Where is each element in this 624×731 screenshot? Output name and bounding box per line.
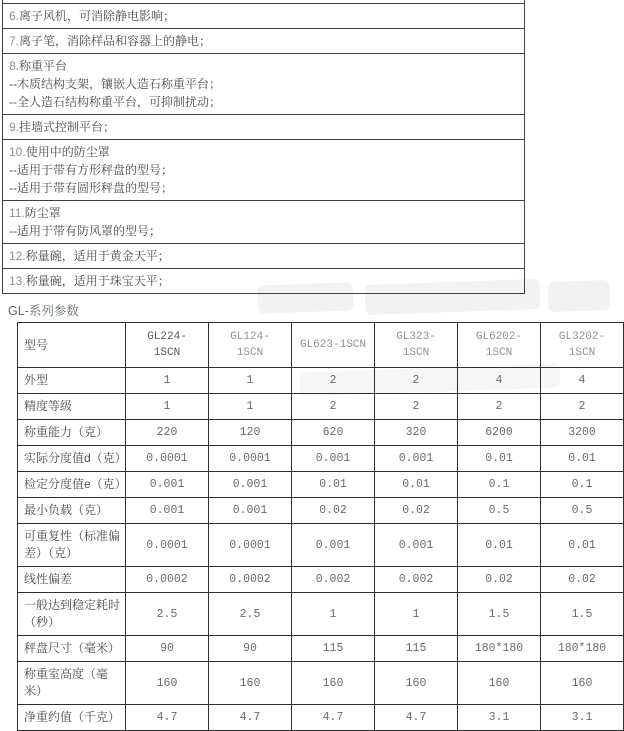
spec-cell: 4: [541, 368, 624, 394]
spec-cell: 160: [126, 662, 209, 705]
item-text: 离子风机，可消除静电影响；: [19, 9, 176, 23]
spec-row-label: 检定分度值e（克）: [18, 472, 126, 498]
spec-cell: 220: [126, 420, 209, 446]
spec-row: [18, 420, 624, 446]
spec-row: [18, 394, 624, 420]
item-number: 11.: [9, 206, 25, 220]
spec-cell: 3.1: [541, 705, 624, 731]
spec-cell: 0.002: [292, 567, 375, 593]
spec-cell: 160: [375, 662, 458, 705]
spec-cell: 0.001: [209, 472, 292, 498]
spec-cell: 0.0001: [209, 524, 292, 567]
list-item: [3, 28, 524, 53]
spec-cell: 0.0001: [209, 446, 292, 472]
item-text: --适用于带有圆形秤盘的型号；: [9, 181, 173, 195]
spec-cell: 2: [541, 394, 624, 420]
spec-row: [18, 524, 624, 567]
item-text: 称量碗，适用于珠宝天平；: [25, 274, 170, 288]
spec-cell: 160: [541, 662, 624, 705]
spec-cell: 6200: [458, 420, 541, 446]
watermark-blob: [547, 280, 610, 312]
spec-row: [18, 446, 624, 472]
list-item: [3, 53, 524, 114]
spec-cell: 3200: [541, 420, 624, 446]
spec-cell: 2: [375, 368, 458, 394]
accessory-list-table: [2, 0, 525, 294]
spec-cell: 115: [292, 636, 375, 662]
spec-cell: 160: [292, 662, 375, 705]
spec-cell: 115: [375, 636, 458, 662]
item-number: 10.: [9, 145, 26, 159]
spec-row-label: 精度等级: [18, 394, 126, 420]
spec-cell: 0.002: [375, 567, 458, 593]
spec-cell: 320: [375, 420, 458, 446]
spec-cell: 0.02: [541, 567, 624, 593]
spec-table: [17, 322, 624, 731]
item-text: 使用中的防尘罩: [25, 145, 110, 159]
spec-cell: 0.001: [292, 446, 375, 472]
spec-cell: 620: [292, 420, 375, 446]
item-text: --全人造石结构称重平台，可抑制扰动；: [9, 95, 221, 109]
item-number: 12.: [9, 249, 26, 263]
spec-cell: 2: [292, 368, 375, 394]
spec-cell: 0.001: [126, 472, 209, 498]
spec-cell: 0.5: [458, 498, 541, 524]
spec-header-row: [18, 323, 624, 368]
list-item: [3, 3, 524, 28]
spec-cell: 1: [209, 368, 292, 394]
item-text: --适用于带有防风罩的型号；: [9, 224, 161, 238]
spec-model-name: GL124- 1SCN: [209, 323, 292, 368]
spec-cell: 1: [209, 394, 292, 420]
item-number: 13.: [9, 274, 26, 288]
spec-model-name: GL6202- 1SCN: [458, 323, 541, 368]
spec-cell: 0.5: [541, 498, 624, 524]
spec-row: [18, 368, 624, 394]
spec-cell: 1: [126, 394, 209, 420]
spec-cell: 0.1: [541, 472, 624, 498]
spec-row: [18, 636, 624, 662]
spec-cell: 2.5: [126, 593, 209, 636]
spec-cell: 1.5: [458, 593, 541, 636]
spec-row: [18, 662, 624, 705]
item-number: 8.: [9, 59, 20, 73]
spec-row: [18, 472, 624, 498]
spec-cell: 0.01: [375, 472, 458, 498]
spec-cell: 0.0002: [209, 567, 292, 593]
item-text: --适用于带有方形秤盘的型号；: [9, 163, 173, 177]
spec-cell: 1: [292, 593, 375, 636]
spec-cell: 2: [375, 394, 458, 420]
spec-cell: 1: [375, 593, 458, 636]
spec-row: [18, 567, 624, 593]
spec-cell: 120: [209, 420, 292, 446]
item-text: 称重平台: [19, 59, 68, 73]
spec-cell: 4.7: [292, 705, 375, 731]
spec-cell: 2: [292, 394, 375, 420]
list-item: [3, 139, 524, 200]
spec-row-label: 称重能力（克）: [18, 420, 126, 446]
spec-cell: 1.5: [541, 593, 624, 636]
spec-cell: 0.01: [458, 524, 541, 567]
spec-row-label: 秤盘尺寸（毫米）: [18, 636, 126, 662]
item-text: 挂墙式控制平台；: [19, 120, 116, 134]
spec-cell: 0.0002: [126, 567, 209, 593]
list-item: [3, 200, 524, 243]
spec-row-label: 实际分度值d（克）: [18, 446, 126, 472]
spec-cell: 180*180: [541, 636, 624, 662]
spec-row: [18, 498, 624, 524]
spec-model-name: GL224- 1SCN: [126, 323, 209, 368]
spec-cell: 0.0001: [126, 446, 209, 472]
spec-row-label: 最小负载（克）: [18, 498, 126, 524]
item-text: --木质结构支架，镶嵌人造石称重平台；: [9, 77, 221, 91]
spec-row: [18, 705, 624, 731]
spec-cell: 0.001: [292, 524, 375, 567]
spec-cell: 160: [209, 662, 292, 705]
spec-model-name: GL3202- 1SCN: [541, 323, 624, 368]
item-text: 称量碗，适用于黄金天平；: [25, 249, 170, 263]
spec-cell: 3.1: [458, 705, 541, 731]
spec-cell: 90: [209, 636, 292, 662]
spec-row-label: 净重约值（千克）: [18, 705, 126, 731]
spec-cell: 0.02: [292, 498, 375, 524]
spec-cell: 0.02: [458, 567, 541, 593]
item-number: 7.: [9, 34, 20, 48]
spec-cell: 1: [126, 368, 209, 394]
spec-cell: 2: [458, 394, 541, 420]
spec-cell: 0.001: [375, 524, 458, 567]
spec-cell: 0.01: [541, 524, 624, 567]
item-text: 离子笔，消除样品和容器上的静电；: [19, 34, 212, 48]
section-title: GL-系列参数: [8, 304, 79, 318]
spec-cell: 2.5: [209, 593, 292, 636]
spec-model-name: GL623-1SCN: [292, 323, 375, 368]
spec-row-label: 外型: [18, 368, 126, 394]
spec-cell: 0.01: [541, 446, 624, 472]
spec-header-label: 型号: [18, 323, 126, 368]
spec-cell: 180*180: [458, 636, 541, 662]
spec-cell: 0.001: [375, 446, 458, 472]
list-item: [3, 268, 524, 293]
spec-cell: 0.01: [458, 446, 541, 472]
list-item: [3, 243, 524, 268]
spec-cell: 4: [458, 368, 541, 394]
spec-cell: 4.7: [126, 705, 209, 731]
spec-cell: 0.02: [375, 498, 458, 524]
spec-cell: 90: [126, 636, 209, 662]
spec-row-label: 一般达到稳定耗时 （秒）: [18, 593, 126, 636]
spec-cell: 160: [458, 662, 541, 705]
spec-cell: 4.7: [209, 705, 292, 731]
list-item: [3, 114, 524, 139]
spec-cell: 4.7: [375, 705, 458, 731]
spec-cell: 0.001: [209, 498, 292, 524]
spec-cell: 0.001: [126, 498, 209, 524]
spec-cell: 0.0001: [126, 524, 209, 567]
spec-cell: 0.01: [292, 472, 375, 498]
spec-row-label: 可重复性（标准偏 差）（克）: [18, 524, 126, 567]
item-number: 6.: [9, 9, 20, 23]
spec-model-name: GL323- 1SCN: [375, 323, 458, 368]
spec-row-label: 线性偏差: [18, 567, 126, 593]
spec-row-label: 称重室高度（毫 米）: [18, 662, 126, 705]
spec-row: [18, 593, 624, 636]
spec-cell: 0.1: [458, 472, 541, 498]
item-text: 防尘罩: [24, 206, 61, 220]
item-number: 9.: [9, 120, 20, 134]
